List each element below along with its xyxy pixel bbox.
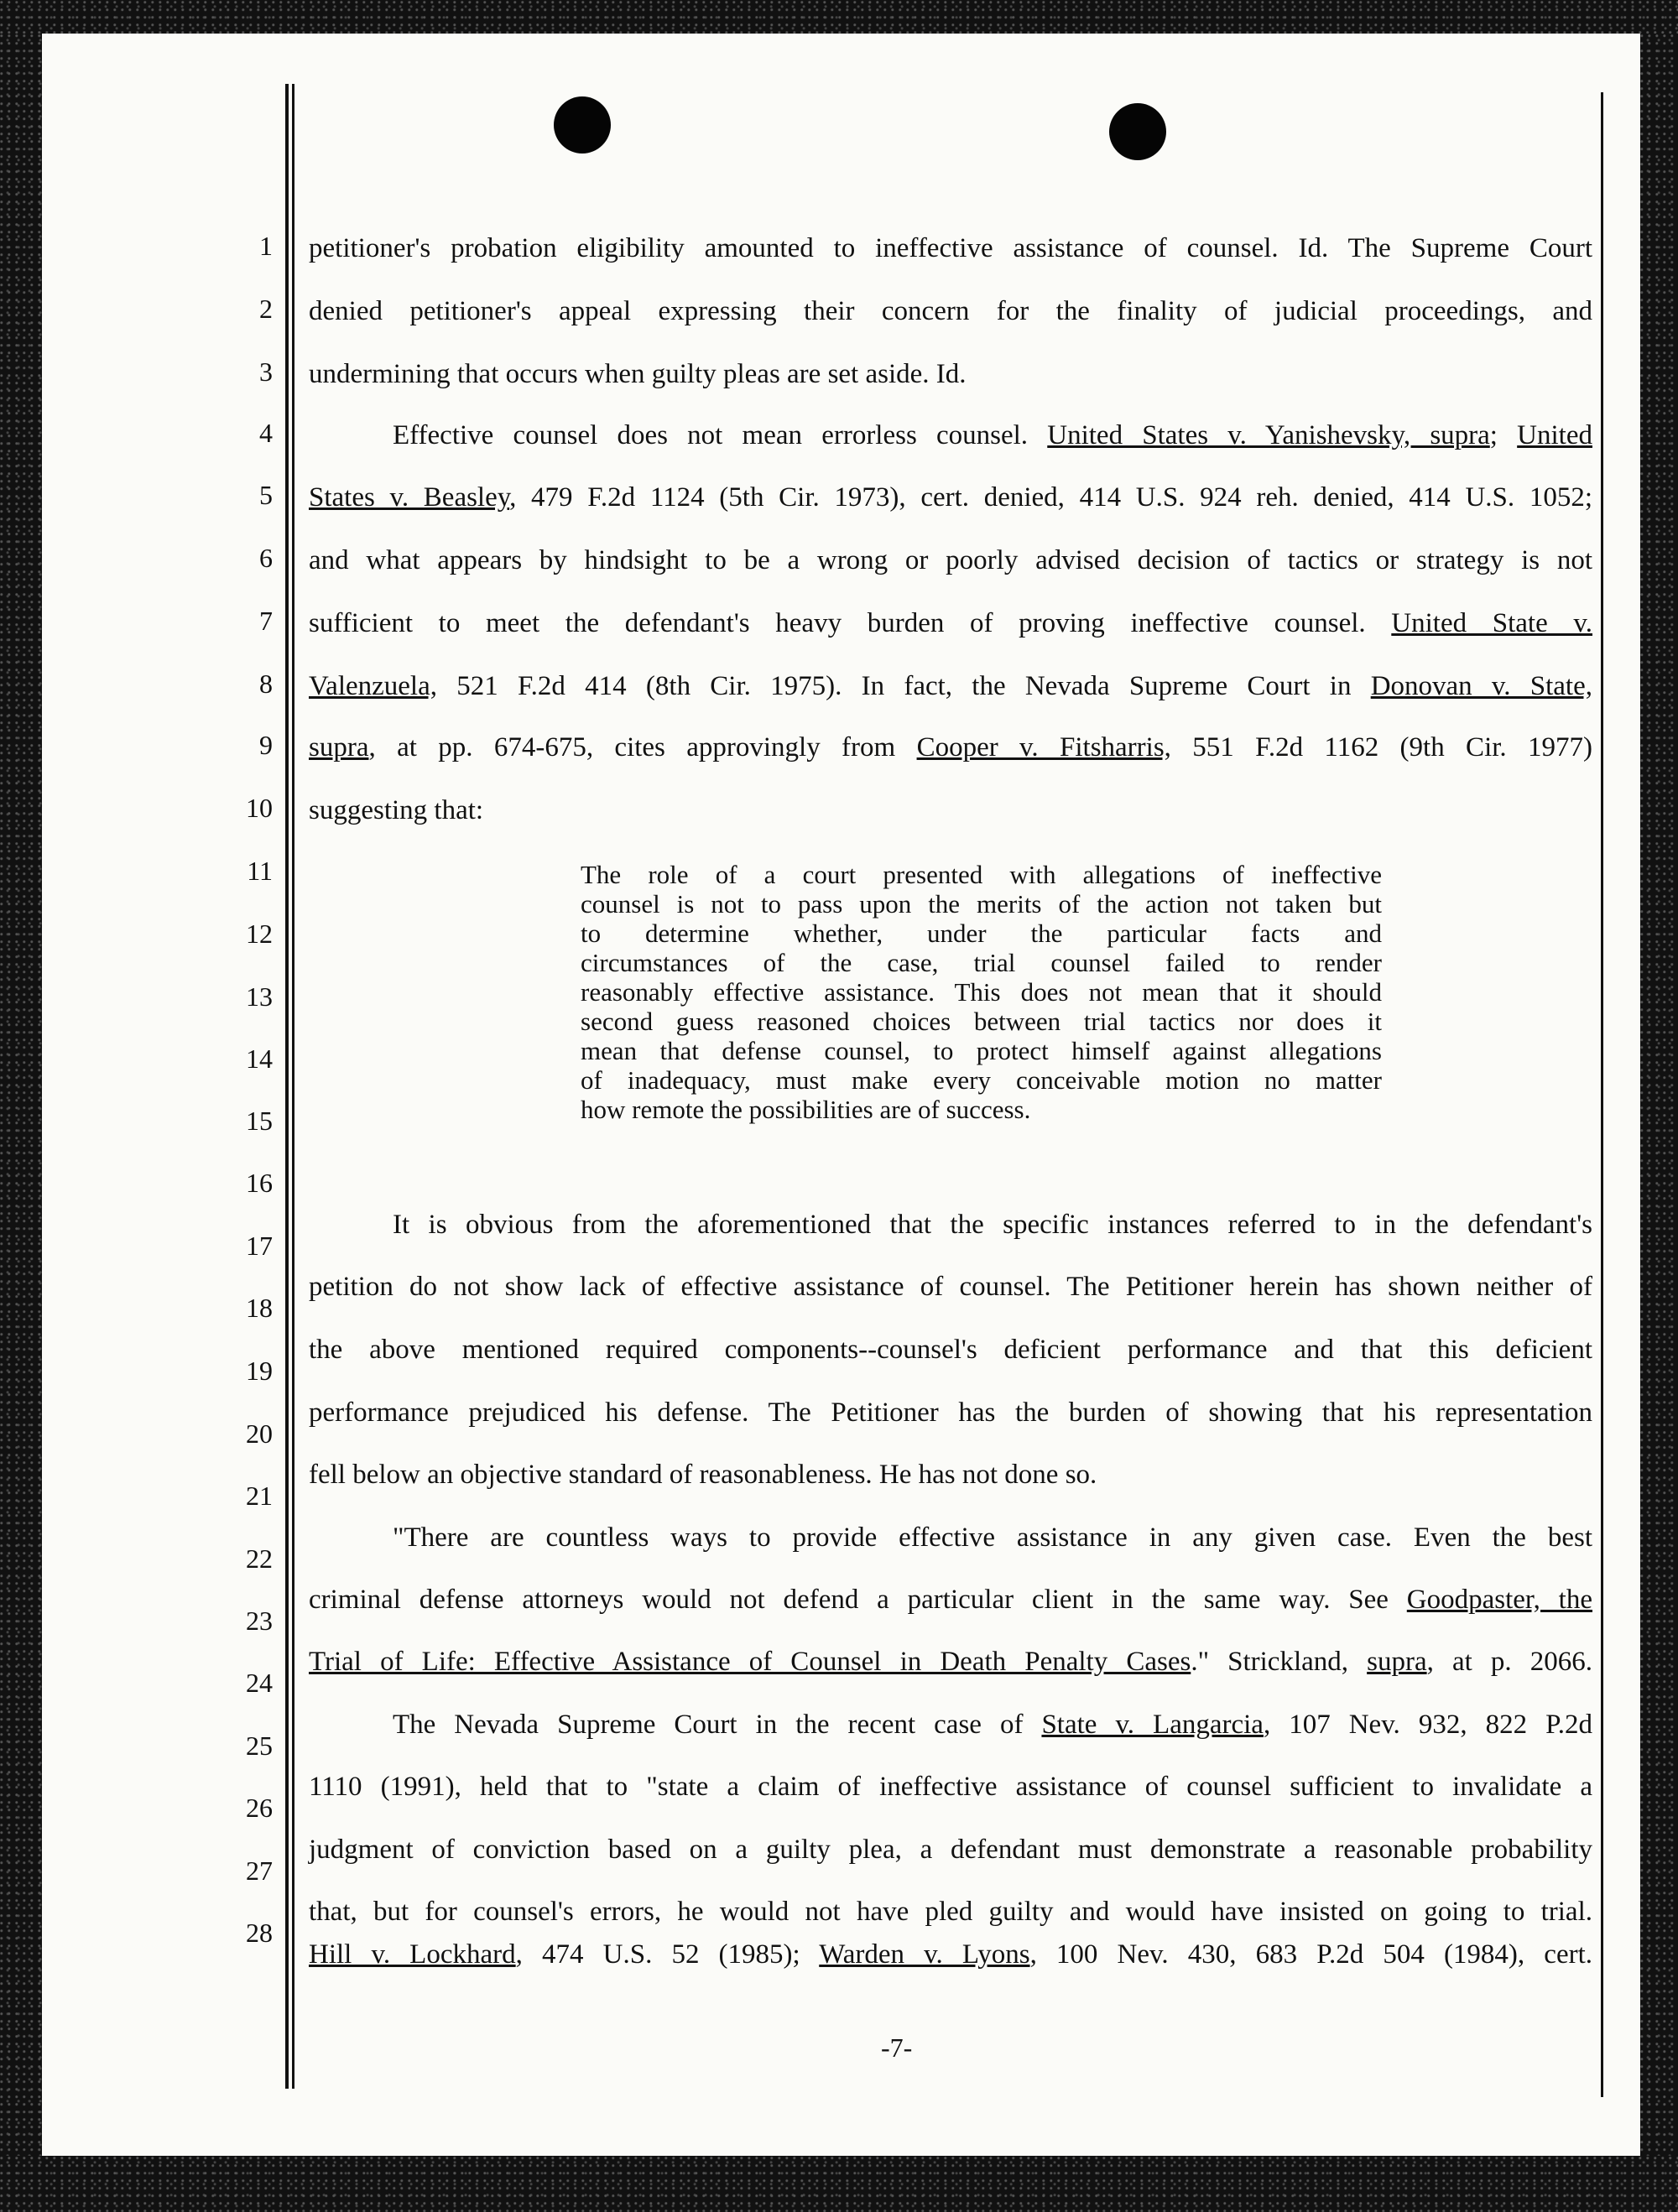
block-quote-line: counsel is not to pass upon the merits of the action not taken but: [581, 889, 1382, 919]
text-span: ." Strickland,: [1191, 1647, 1368, 1677]
text-span: undermining that occurs when guilty pleas are set aside. Id.: [309, 359, 967, 389]
document-page: [42, 34, 1640, 2156]
line-number: 5: [259, 480, 273, 510]
block-quote-line: to determine whether, under the particular facts and: [581, 919, 1382, 948]
block-quote-line: of inadequacy, must make every conceivable motion no matter: [581, 1065, 1382, 1095]
body-text-line: [309, 1710, 1592, 1741]
punch-hole-right: [1109, 103, 1166, 160]
line-number: 21: [246, 1481, 273, 1511]
line-number: 11: [247, 856, 273, 886]
block-quote-line: mean that defense counsel, to protect himself against allegations: [581, 1036, 1382, 1065]
body-text-line: [309, 732, 1592, 763]
text-span: 1110 (1991), held that to "state a claim of ineffective assistance of counsel sufficient to invalidate a: [309, 1772, 1592, 1802]
block-quote-line: how remote the possibilities are of success.: [581, 1095, 1031, 1124]
right-margin-rule: [1601, 92, 1603, 2097]
line-number: 2: [259, 294, 273, 324]
text-span: criminal defense attorneys would not defend a particular client in the same way. See: [309, 1585, 1407, 1615]
text-span: It is obvious from the aforementioned that the specific instances referred to in the defendant's: [393, 1210, 1592, 1240]
body-text-line: [309, 1335, 1592, 1366]
line-number: 9: [259, 730, 273, 760]
line-number: 4: [259, 418, 273, 448]
block-quote-line: The role of a court presented with allegations of ineffective: [581, 860, 1382, 889]
page-number: -7-: [881, 2032, 913, 2063]
line-number: 8: [259, 669, 273, 699]
text-span: petitioner's probation eligibility amounted to ineffective assistance of counsel. Id. The Supreme Court: [309, 233, 1592, 263]
body-text-line: [309, 1939, 1592, 1970]
text-span: , 479 F.2d 1124 (5th Cir. 1973), cert. denied, 414 U.S. 924 reh. denied, 414 U.S. 1052;: [509, 482, 1592, 513]
body-text-line: [309, 233, 1592, 264]
text-span: "There are countless ways to provide effective assistance in any given case. Even the best: [393, 1522, 1592, 1553]
line-number: 7: [259, 606, 273, 636]
text-span: 521 F.2d 414 (8th Cir. 1975). In fact, the Nevada Supreme Court in: [437, 671, 1371, 701]
body-text-line: [309, 420, 1592, 451]
text-span: The Nevada Supreme Court in the recent case of: [393, 1710, 1042, 1740]
text-span: petition do not show lack of effective assistance of counsel. The Petitioner herein has shown neither of: [309, 1272, 1592, 1302]
case-citation: States v. Beasley: [309, 482, 510, 513]
body-text-line: [309, 795, 1592, 826]
body-text-line: [309, 608, 1592, 639]
line-number: 23: [246, 1606, 273, 1636]
line-number: 14: [246, 1044, 273, 1074]
case-citation: supra: [309, 732, 369, 762]
case-citation: Cooper v. Fitsharris,: [916, 732, 1171, 762]
body-text-line: [309, 359, 1592, 390]
line-number: 26: [246, 1793, 273, 1823]
body-text-line: [309, 1835, 1592, 1866]
line-number: 20: [246, 1418, 273, 1449]
line-number: 28: [246, 1918, 273, 1948]
block-quote-line: second guess reasoned choices between trial tactics nor does it: [581, 1007, 1382, 1036]
body-text-line: [309, 1772, 1592, 1803]
text-span: and what appears by hindsight to be a wrong or poorly advised decision of tactics or strategy is not: [309, 545, 1592, 575]
scan-border-left: [0, 34, 42, 2156]
text-span: , 100 Nev. 430, 683 P.2d 504 (1984), cert.: [1029, 1939, 1592, 1970]
text-span: suggesting that:: [309, 795, 484, 825]
line-number: 17: [246, 1231, 273, 1261]
text-span: judgment of conviction based on a guilty plea, a defendant must demonstrate a reasonable probability: [309, 1835, 1592, 1865]
case-citation: supra: [1367, 1647, 1427, 1677]
line-number: 6: [259, 543, 273, 573]
line-number: 18: [246, 1293, 273, 1323]
text-span: , at pp. 674-675, cites approvingly from: [368, 732, 917, 762]
text-span: denied petitioner's appeal expressing their concern for the finality of judicial proceedings, and: [309, 296, 1592, 326]
scan-border-top: [0, 0, 1678, 34]
case-citation: United State v.: [1391, 608, 1593, 638]
case-citation: United States v. Yanishevsky, supra: [1047, 420, 1490, 450]
case-citation: Goodpaster, the: [1406, 1585, 1592, 1615]
line-number: 27: [246, 1855, 273, 1886]
body-text-line: [309, 1647, 1592, 1678]
body-text-line: [309, 482, 1592, 513]
line-number: 15: [246, 1106, 273, 1136]
body-text-line: [309, 1272, 1592, 1303]
scan-border-bottom: [0, 2156, 1678, 2212]
line-number: 1: [259, 231, 273, 261]
text-span: , at p. 2066.: [1426, 1647, 1592, 1677]
line-number: 10: [246, 793, 273, 823]
case-citation: Donovan v. State,: [1370, 671, 1592, 701]
body-text-line: [309, 1397, 1592, 1429]
punch-hole-left: [554, 96, 611, 154]
text-span: sufficient to meet the defendant's heavy burden of proving ineffective counsel.: [309, 608, 1392, 638]
case-citation: Warden v. Lyons: [819, 1939, 1030, 1970]
text-span: the above mentioned required components--counsel's deficient performance and that this deficient: [309, 1335, 1592, 1365]
line-number: 13: [246, 981, 273, 1012]
body-text-line: [309, 671, 1592, 702]
text-span: fell below an objective standard of reasonableness. He has not done so.: [309, 1460, 1097, 1490]
block-quote-line: reasonably effective assistance. This does not mean that it should: [581, 977, 1382, 1007]
case-citation: United: [1517, 420, 1592, 450]
text-span: 551 F.2d 1162 (9th Cir. 1977): [1170, 732, 1592, 762]
left-margin-rule: [285, 84, 289, 2089]
line-number: 25: [246, 1731, 273, 1761]
body-text-line: [309, 1210, 1592, 1241]
case-citation: Hill v. Lockhard: [309, 1939, 516, 1970]
body-text-line: [309, 296, 1592, 327]
left-margin-rule-inner: [292, 84, 294, 2089]
line-number: 12: [246, 919, 273, 949]
scan-border-right: [1640, 34, 1678, 2156]
line-number: 19: [246, 1356, 273, 1386]
text-span: that, but for counsel's errors, he would not have pled guilty and would have insisted on going to trial.: [309, 1897, 1592, 1927]
body-text-line: [309, 1897, 1592, 1928]
line-number: 16: [246, 1168, 273, 1198]
text-span: ;: [1489, 420, 1518, 450]
body-text-line: [309, 1585, 1592, 1616]
body-text-line: [309, 1460, 1592, 1491]
text-span: Effective counsel does not mean errorless counsel.: [393, 420, 1048, 450]
text-span: , 107 Nev. 932, 822 P.2d: [1263, 1710, 1593, 1740]
case-citation: State v. Langarcia: [1041, 1710, 1264, 1740]
text-span: performance prejudiced his defense. The Petitioner has the burden of showing that his representation: [309, 1397, 1592, 1428]
case-citation: Trial of Life: Effective Assistance of Counsel in Death Penalty Cases: [309, 1647, 1191, 1677]
body-text-line: [309, 1522, 1592, 1554]
line-number: 3: [259, 357, 273, 387]
case-citation: Valenzuela,: [309, 671, 437, 701]
block-quote-line: circumstances of the case, trial counsel failed to render: [581, 948, 1382, 977]
line-number: 24: [246, 1668, 273, 1698]
body-text-line: [309, 545, 1592, 576]
line-number: 22: [246, 1543, 273, 1574]
text-span: , 474 U.S. 52 (1985);: [515, 1939, 820, 1970]
